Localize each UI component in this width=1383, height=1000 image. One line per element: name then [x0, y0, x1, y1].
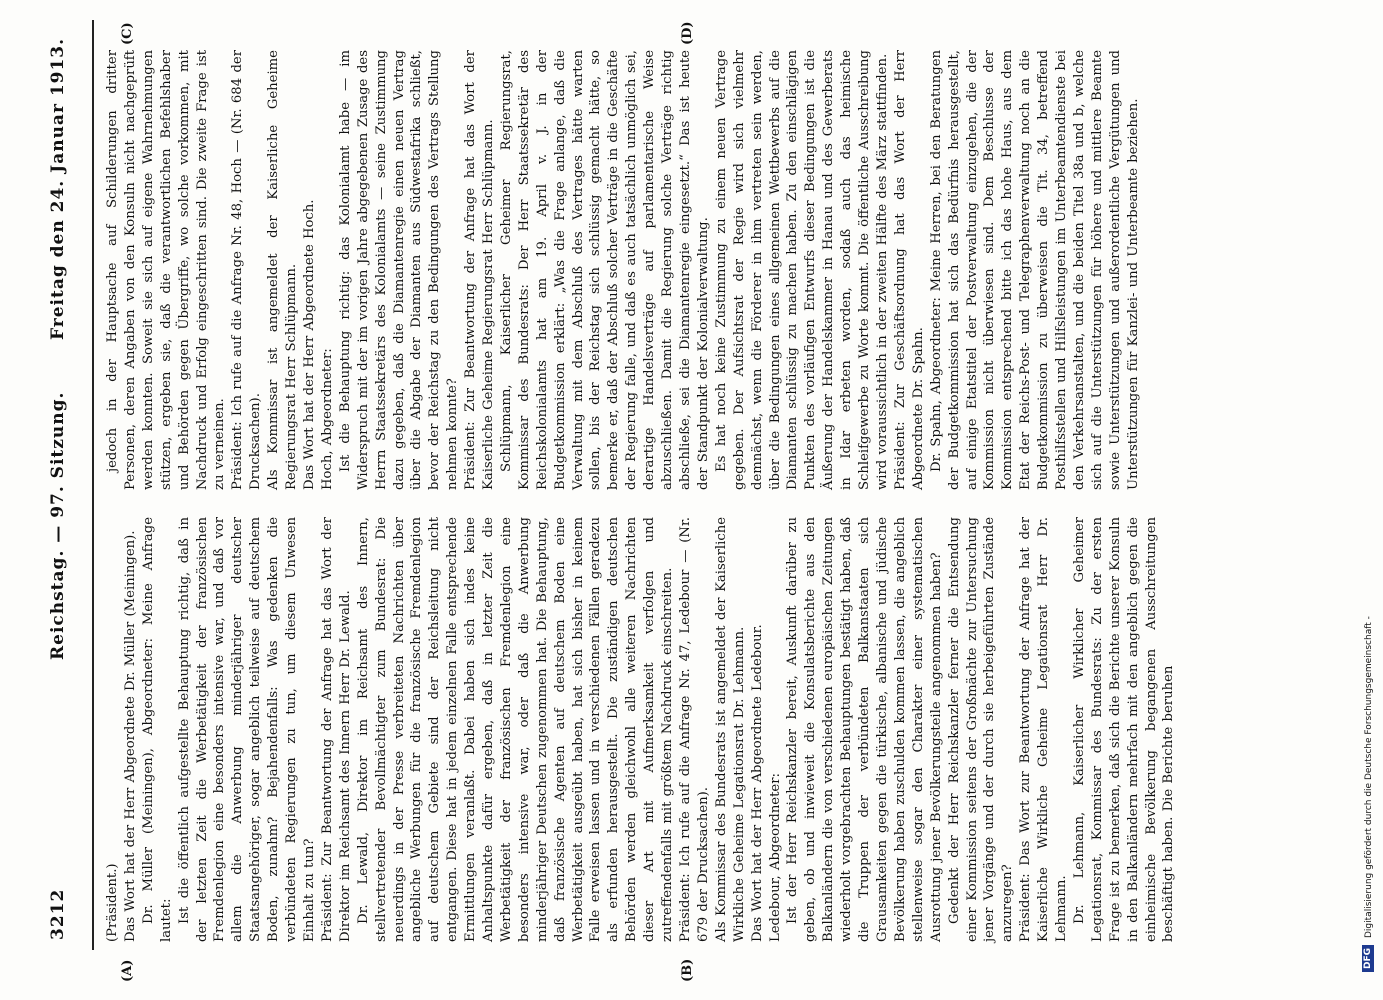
paragraph: Dr. Lewald, Direktor im Reichsamt des Innern, stellvertretender Bevollmächtigter zum Bundesrat: Die neuerdings in der Presse verbreiteten Nachrichten über angebliche Werbungen für die französische Fremdenlegion auf deutschem Gebiete sind der Reichsleitung nicht entgangen. Diese hat in jedem einzelnen Falle entsprechende Ermittlungen veranlaßt. Dabei haben sich indes keine Anhaltspunkte dafür ergeben, daß in letzter Zeit die Werbetätigkeit der französischen Fremdenlegion eine besonders intensive war, oder daß die Anwerbung minderjähriger Deutschen zugenommen hat. Die Behauptung, daß französische Agenten auf deutschem Boden eine Werbetätigkeit ausgeübt haben, hat sich bisher in keinem Falle erweisen lassen und in verschiedenen Fällen geradezu als erfunden herausgestellt. Die zuständigen deutschen Behörden werden gleichwohl alle weiteren Nachrichten dieser Art mit Aufmerksamkeit verfolgen und zutreffendenfalls mit größtem Nachdruck einschreiten. [355, 517, 676, 942]
paragraph: Präsident: Ich rufe auf die Anfrage Nr. 47, Ledebour — (Nr. 679 der Drucksachen). [678, 517, 711, 942]
paragraph: Ist die Behauptung richtig: das Kolonialamt habe — im Widerspruch mit der im vorigen Jahre abgegebenen Zusage des Herrn Staatssekretärs des Kolonialamts — seine Zustimmung dazu gegeben, daß die Diamantenregie einen neuen Vertrag über die Abgabe der Diamanten aus Südwestafrika schließt, bevor der Reichstag zu den Bedingungen des Vertrags Stellung nehmen konnte? [337, 50, 461, 490]
paragraph: Präsident: Ich rufe auf die Anfrage Nr. 48, Hoch — (Nr. 684 der Drucksachen). [230, 50, 264, 490]
paragraph: Hoch, Abgeordneter: [319, 348, 335, 490]
page-header [40, 37, 80, 940]
paragraph: Ist die öffentlich aufgestellte Behauptung richtig, daß in der letzten Zeit die Werbetätigkeit der französischen Fremdenlegion eine besonders intensive war, und daß vor allem die Anwerbung minderjähriger deutscher Staatsangehöriger, sogar angeblich teilweise auf deutschem Boden, zunahm? Bejahendenfalls: Was gedenken die verbündeten Regierungen zu tun, um diesem Unwesen Einhalt zu tun? [176, 517, 317, 942]
margin-mark-a: (A) [120, 959, 135, 982]
margin-mark-b: (B) [680, 958, 695, 982]
paragraph: Gedenkt der Herr Reichskanzler ferner die Entsendung einer Kommission seitens der Großmächte zur Untersuchung jener Vorgänge und der durch sie herbeigeführten Zustände anzuregen? [946, 517, 1016, 942]
margin-mark-d: (D) [680, 21, 695, 45]
paragraph: Dr. Spahn, Abgeordneter: Meine Herren, bei den Beratungen der Budgetkommission hat sich das Bedürfnis herausgestellt, auf einige Etatstitel der Postverwaltung einzugehen, die der Kommission nicht überwiesen sind. Dem Beschlusse der Kommission entsprechend bitte ich das hohe Haus, aus dem Etat der Reichs-Post- und Telegraphenverwaltung noch an die Budgetkommission zu überweisen die Tit. 34, betreffend Posthilfsstellen und Hilfsleistungen im Unterbeamtendienste bei den Verkehrsanstalten, und die beiden Titel 38a und b, welche sich auf die Unterstützungen für höhere und mittlere Beamte sowie Unterstützungen und außerordentliche Vergütungen und Unterstützungen für Kanzlei- und Unterbeamte beziehen. [928, 50, 1141, 490]
paragraph: Ledebour, Abgeordneter: [767, 773, 783, 942]
paragraph: Präsident: Das Wort zur Beantwortung der Anfrage hat der Kaiserliche Wirkliche Geheime Legationsrat Herr Dr. Lehmann. [1018, 517, 1070, 942]
paragraph: Ist der Herr Reichskanzler bereit, Auskunft darüber zu geben, ob und inwieweit die Konsulatsberichte aus den Balkanländern die von verschiedenen europäischen Zeitungen wiederholt vorgebrachten Behauptungen bestätigt haben, daß die Truppen der verbündeten Balkanstaaten sich Grausamkeiten gegen die türkische, albanische und jüdische Bevölkerung haben zuschulden kommen lassen, die angeblich stellenweise sogar den Charakter einer systematischen Ausrottung jener Bevölkerungsteile angenommen haben? [785, 517, 944, 942]
paragraph: Als Kommissar des Bundesrats ist angemeldet der Kaiserliche Wirkliche Geheime Legationsrat Dr. Lehmann. [713, 517, 747, 942]
margin-mark-c: (C) [120, 22, 135, 45]
paragraph: (Präsident.) [105, 863, 120, 942]
digitization-credit: Digitalisierung gefördert durch die Deutsche Forschungsgemeinschaft - [1364, 616, 1374, 938]
paragraph: Dr. Lehmann, Kaiserlicher Wirklicher Geheimer Legationsrat, Kommissar des Bundesrats: Zu der ersten Frage ist zu bemerken, daß sich die Berichte unserer Konsuln in den Balkanländern mehrfach mit den angeblich gegen die einheimische Bevölkerung begangenen Ausschreitungen beschäftigt haben. Die Berichte beruhen [1071, 517, 1177, 942]
session-date: Freitag den 24. Januar 1913. [48, 37, 68, 340]
paragraph: Präsident: Zur Geschäftsordnung hat das Wort der Herr Abgeordnete Dr. Spahn. [892, 50, 926, 490]
paragraph: jedoch in der Hauptsache auf Schilderungen dritter Personen, deren Angaben von den Konsuln nicht nachgeprüft werden konnten. Soweit sie sich auf eigene Wahrnehmungen stützen, ergeben sie, daß die verantwortlichen Befehlshaber und Behörden gegen Übergriffe, wo solche vorkommen, mit Nachdruck und Erfolg eingeschritten sind. Die zweite Frage ist zu verneinen. [105, 50, 228, 490]
paragraph: Als Kommissar ist angemeldet der Kaiserliche Geheime Regierungsrat Herr Schlüpmann. [266, 50, 300, 490]
column-left [104, 517, 1178, 942]
paragraph: Das Wort hat der Herr Abgeordnete Ledebour. [749, 624, 765, 942]
paragraph: Das Wort hat der Herr Abgeordnete Hoch. [301, 199, 317, 490]
dfg-logo: DFG [1362, 945, 1374, 972]
page-number: 3212 [48, 888, 68, 940]
paragraph: Dr. Müller (Meiningen), Abgeordneter: Meine Anfrage lautet: [140, 517, 174, 942]
paragraph: Präsident: Zur Beantwortung der Anfrage hat das Wort der Kaiserliche Geheime Regierungsrat Herr Schlüpmann. [463, 50, 497, 490]
paragraph: Das Wort hat der Herr Abgeordnete Dr. Müller (Meiningen). [122, 530, 138, 942]
paragraph: Präsident: Zur Beantwortung der Anfrage hat das Wort der Direktor im Reichsamt des Innern Herr Dr. Lewald. [319, 517, 353, 942]
paragraph: Es hat noch keine Zustimmung zu einem neuen Vertrage gegeben. Der Aufsichtsrat der Regie wird sich vielmehr demnächst, wenn die Förderer in ihm vertreten sein werden, über die Bedingungen eines allgemeinen Wettbewerbs auf die Diamanten schlüssig zu machen haben. Zu den einschlägigen Punkten des vorläufigen Entwurfs dieser Bedingungen ist die Äußerung der Handelskammer in Hanau und des Gewerberats in Idar erbeten worden, sodaß auch das heimische Schleifgewerbe zu Worte kommt. Die öffentliche Ausschreibung wird voraussichtlich in der zweiten Hälfte des März stattfinden. [713, 50, 890, 490]
header-rule [92, 20, 94, 950]
paragraph: Schlüpmann, Kaiserlicher Geheimer Regierungsrat, Kommissar des Bundesrats: Der Herr Staatssekretär des Reichskolonialamts hat am 19. April v. J. in der Budgetkommission erklärt: „Was die Frage anlange, daß die Verwaltung mit dem Abschluß des Vertrages hätte warten sollen, bis der Reichstag sich schlüssig gemacht hätte, so bemerke er, daß der Abschluß solcher Verträge in die Geschäfte der Regierung falle, und daß es auch tatsächlich unmöglich sei, derartige Handelsverträge auf parlamentarische Weise abzuschließen. Damit die Regierung solche Verträge richtig abschließe, sei die Diamantenregie eingesetzt.“ Das ist heute der Standpunkt der Kolonialverwaltung. [498, 50, 711, 490]
column-right [104, 50, 1143, 490]
session-title: Reichstag. — 97. Sitzung. [48, 391, 68, 660]
